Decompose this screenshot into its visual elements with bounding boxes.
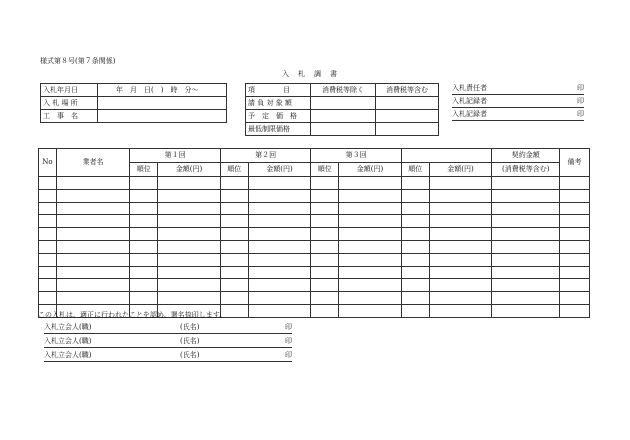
price-table [245, 83, 439, 136]
price-header-incl-tax: 消費税等含む [376, 84, 439, 97]
table-cell[interactable] [248, 215, 311, 228]
table-cell[interactable] [39, 215, 57, 228]
table-cell[interactable] [339, 228, 402, 241]
table-cell[interactable] [56, 240, 129, 253]
table-cell[interactable] [339, 177, 402, 190]
info-label-place: 入 札 場 所 [41, 97, 98, 110]
table-cell[interactable] [158, 177, 221, 190]
table-cell[interactable] [492, 266, 560, 279]
table-cell[interactable] [130, 202, 158, 215]
table-row [39, 202, 590, 215]
table-cell[interactable] [158, 215, 221, 228]
table-cell[interactable] [401, 292, 429, 305]
info-label-date: 入札年月日 [41, 84, 98, 97]
table-cell[interactable] [401, 228, 429, 241]
bid-header-rank: 順位 [401, 163, 429, 177]
table-cell[interactable] [339, 240, 402, 253]
table-cell[interactable] [220, 292, 248, 305]
table-row [39, 189, 590, 202]
table-cell[interactable] [311, 189, 339, 202]
bid-table [38, 148, 590, 318]
bid-header-contract-amount: 契約金額 [492, 149, 560, 163]
table-cell[interactable] [560, 253, 590, 266]
table-cell[interactable] [39, 228, 57, 241]
form-number: 様式第８号(第７条関係) [40, 57, 116, 65]
table-cell[interactable] [220, 240, 248, 253]
bid-header-rank: 順位 [130, 163, 158, 177]
table-cell[interactable] [560, 215, 590, 228]
table-cell[interactable] [311, 253, 339, 266]
seal-mark: 印 [577, 97, 584, 105]
table-cell[interactable] [492, 189, 560, 202]
table-cell[interactable] [130, 177, 158, 190]
table-cell[interactable] [130, 253, 158, 266]
table-cell[interactable] [401, 253, 429, 266]
table-cell[interactable] [248, 240, 311, 253]
bid-header-amount: 金額(円) [339, 163, 402, 177]
table-cell[interactable] [492, 215, 560, 228]
table-cell[interactable] [56, 228, 129, 241]
bid-header-round-3: 第３回 [311, 149, 401, 163]
table-cell[interactable] [248, 189, 311, 202]
table-cell[interactable] [339, 253, 402, 266]
table-cell[interactable] [429, 177, 492, 190]
witness-name-label: (氏名) [180, 337, 200, 345]
bid-header-rank: 順位 [311, 163, 339, 177]
table-cell[interactable] [248, 253, 311, 266]
table-cell[interactable] [248, 228, 311, 241]
table-cell[interactable] [248, 202, 311, 215]
table-cell[interactable] [130, 266, 158, 279]
table-cell[interactable] [429, 215, 492, 228]
table-cell[interactable] [39, 279, 57, 292]
table-cell[interactable] [158, 202, 221, 215]
bid-header-no: No [39, 149, 57, 177]
table-cell[interactable] [560, 266, 590, 279]
table-cell[interactable] [311, 240, 339, 253]
official-label: 入札責任者 [452, 84, 487, 92]
table-cell[interactable] [158, 240, 221, 253]
table-row [39, 266, 590, 279]
table-cell[interactable] [220, 215, 248, 228]
official-label: 入札記録者 [452, 110, 487, 118]
table-cell[interactable] [492, 292, 560, 305]
table-cell[interactable] [56, 266, 129, 279]
bid-header-amount: 金額(円) [248, 163, 311, 177]
table-cell[interactable] [429, 304, 492, 317]
table-cell[interactable] [311, 202, 339, 215]
table-cell[interactable] [401, 240, 429, 253]
seal-mark: 印 [285, 337, 292, 345]
table-cell[interactable] [311, 304, 339, 317]
table-cell[interactable] [401, 266, 429, 279]
table-row [39, 240, 590, 253]
table-cell[interactable] [220, 202, 248, 215]
document-title: 入 札 調 書 [282, 70, 338, 78]
price-cell[interactable] [311, 123, 376, 136]
table-cell[interactable] [56, 202, 129, 215]
seal-mark: 印 [577, 84, 584, 92]
table-cell[interactable] [339, 279, 402, 292]
table-row [39, 292, 590, 305]
witness-role: 入札立会人(職) [44, 323, 92, 331]
table-cell[interactable] [130, 215, 158, 228]
table-cell[interactable] [492, 279, 560, 292]
price-cell[interactable] [376, 123, 439, 136]
table-cell[interactable] [429, 240, 492, 253]
table-cell[interactable] [311, 292, 339, 305]
table-cell[interactable] [39, 177, 57, 190]
table-cell[interactable] [130, 292, 158, 305]
table-cell[interactable] [339, 304, 402, 317]
price-label-estimated: 予 定 価 格 [246, 110, 311, 123]
table-cell[interactable] [339, 266, 402, 279]
witness-line[interactable] [44, 323, 292, 334]
witness-name-label: (氏名) [180, 323, 200, 331]
info-value-place[interactable] [98, 97, 227, 110]
bid-header-round-2: 第２回 [220, 149, 310, 163]
price-label-minimum: 最低制限価格 [246, 123, 311, 136]
table-cell[interactable] [560, 189, 590, 202]
table-cell[interactable] [56, 215, 129, 228]
table-cell[interactable] [248, 304, 311, 317]
price-cell[interactable] [376, 97, 439, 110]
table-cell[interactable] [401, 279, 429, 292]
table-cell[interactable] [401, 304, 429, 317]
table-cell[interactable] [492, 253, 560, 266]
table-cell[interactable] [429, 253, 492, 266]
witness-line[interactable] [44, 337, 292, 348]
table-cell[interactable] [248, 177, 311, 190]
table-cell[interactable] [39, 266, 57, 279]
table-cell[interactable] [158, 189, 221, 202]
table-cell[interactable] [220, 279, 248, 292]
official-line[interactable] [452, 84, 584, 95]
table-cell[interactable] [39, 240, 57, 253]
table-cell[interactable] [130, 240, 158, 253]
table-cell[interactable] [492, 240, 560, 253]
price-header-item: 項 目 [246, 84, 311, 97]
bid-header-round-4 [401, 149, 491, 163]
table-cell[interactable] [39, 253, 57, 266]
bid-header-rank: 順位 [220, 163, 248, 177]
price-cell[interactable] [376, 110, 439, 123]
table-cell[interactable] [311, 215, 339, 228]
bid-table-body [39, 177, 590, 318]
table-cell[interactable] [311, 279, 339, 292]
table-cell[interactable] [158, 228, 221, 241]
table-cell[interactable] [339, 215, 402, 228]
seal-mark: 印 [577, 110, 584, 118]
info-label-project: 工 事 名 [41, 110, 98, 123]
table-cell[interactable] [429, 292, 492, 305]
table-cell[interactable] [401, 189, 429, 202]
table-cell[interactable] [39, 202, 57, 215]
bid-header-amount: 金額(円) [158, 163, 221, 177]
table-row [39, 279, 590, 292]
table-row [39, 177, 590, 190]
table-cell[interactable] [248, 266, 311, 279]
table-cell[interactable] [158, 279, 221, 292]
table-cell[interactable] [39, 292, 57, 305]
table-cell[interactable] [429, 202, 492, 215]
table-row [39, 215, 590, 228]
table-cell[interactable] [339, 189, 402, 202]
bid-header-remarks: 備考 [560, 149, 590, 177]
table-cell[interactable] [39, 189, 57, 202]
table-cell[interactable] [492, 228, 560, 241]
table-cell[interactable] [560, 279, 590, 292]
table-cell[interactable] [560, 304, 590, 317]
table-cell[interactable] [56, 279, 129, 292]
witness-role: 入札立会人(職) [44, 351, 92, 359]
table-cell[interactable] [56, 189, 129, 202]
table-row [39, 253, 590, 266]
official-label: 入札記録者 [452, 97, 487, 105]
table-cell[interactable] [311, 228, 339, 241]
statement-text: この入札は、適正に行われたことを認め、署名捺印します。 [38, 311, 227, 319]
table-cell[interactable] [158, 253, 221, 266]
bid-header-amount: 金額(円) [429, 163, 492, 177]
seal-mark: 印 [285, 323, 292, 331]
table-cell[interactable] [158, 266, 221, 279]
table-cell[interactable] [560, 240, 590, 253]
table-cell[interactable] [220, 266, 248, 279]
table-cell[interactable] [130, 189, 158, 202]
table-cell[interactable] [56, 177, 129, 190]
info-value-date[interactable]: 年 月 日( ) 時 分〜 [98, 84, 227, 97]
table-cell[interactable] [130, 228, 158, 241]
price-header-excl-tax: 消費税等除く [311, 84, 376, 97]
table-cell[interactable] [429, 228, 492, 241]
table-cell[interactable] [429, 189, 492, 202]
table-cell[interactable] [220, 253, 248, 266]
table-cell[interactable] [311, 177, 339, 190]
table-cell[interactable] [401, 215, 429, 228]
info-value-project[interactable] [98, 110, 227, 123]
table-cell[interactable] [401, 202, 429, 215]
seal-mark: 印 [285, 351, 292, 359]
table-cell[interactable] [220, 228, 248, 241]
table-cell[interactable] [560, 228, 590, 241]
table-cell[interactable] [339, 202, 402, 215]
table-cell[interactable] [248, 292, 311, 305]
table-cell[interactable] [429, 266, 492, 279]
official-line[interactable] [452, 97, 584, 108]
table-row [39, 228, 590, 241]
table-cell[interactable] [492, 304, 560, 317]
table-cell[interactable] [56, 292, 129, 305]
table-cell[interactable] [560, 292, 590, 305]
bid-header-bidder: 業者名 [56, 149, 129, 177]
table-cell[interactable] [248, 279, 311, 292]
table-cell[interactable] [492, 202, 560, 215]
table-cell[interactable] [429, 279, 492, 292]
table-cell[interactable] [158, 292, 221, 305]
info-table [40, 83, 227, 123]
bid-header-round-1: 第１回 [130, 149, 220, 163]
table-cell[interactable] [311, 266, 339, 279]
bid-header-contract-note: (消費税等含む) [492, 163, 560, 177]
price-cell[interactable] [311, 97, 376, 110]
table-cell[interactable] [560, 177, 590, 190]
table-cell[interactable] [401, 177, 429, 190]
table-cell[interactable] [220, 177, 248, 190]
table-cell[interactable] [560, 202, 590, 215]
price-cell[interactable] [311, 110, 376, 123]
witness-role: 入札立会人(職) [44, 337, 92, 345]
witness-name-label: (氏名) [180, 351, 200, 359]
table-cell[interactable] [220, 189, 248, 202]
table-cell[interactable] [130, 279, 158, 292]
witness-line[interactable] [44, 351, 292, 362]
price-label-contract: 請 負 対 象 額 [246, 97, 311, 110]
table-cell[interactable] [339, 292, 402, 305]
table-cell[interactable] [492, 177, 560, 190]
official-line[interactable] [452, 110, 584, 121]
table-cell[interactable] [56, 253, 129, 266]
